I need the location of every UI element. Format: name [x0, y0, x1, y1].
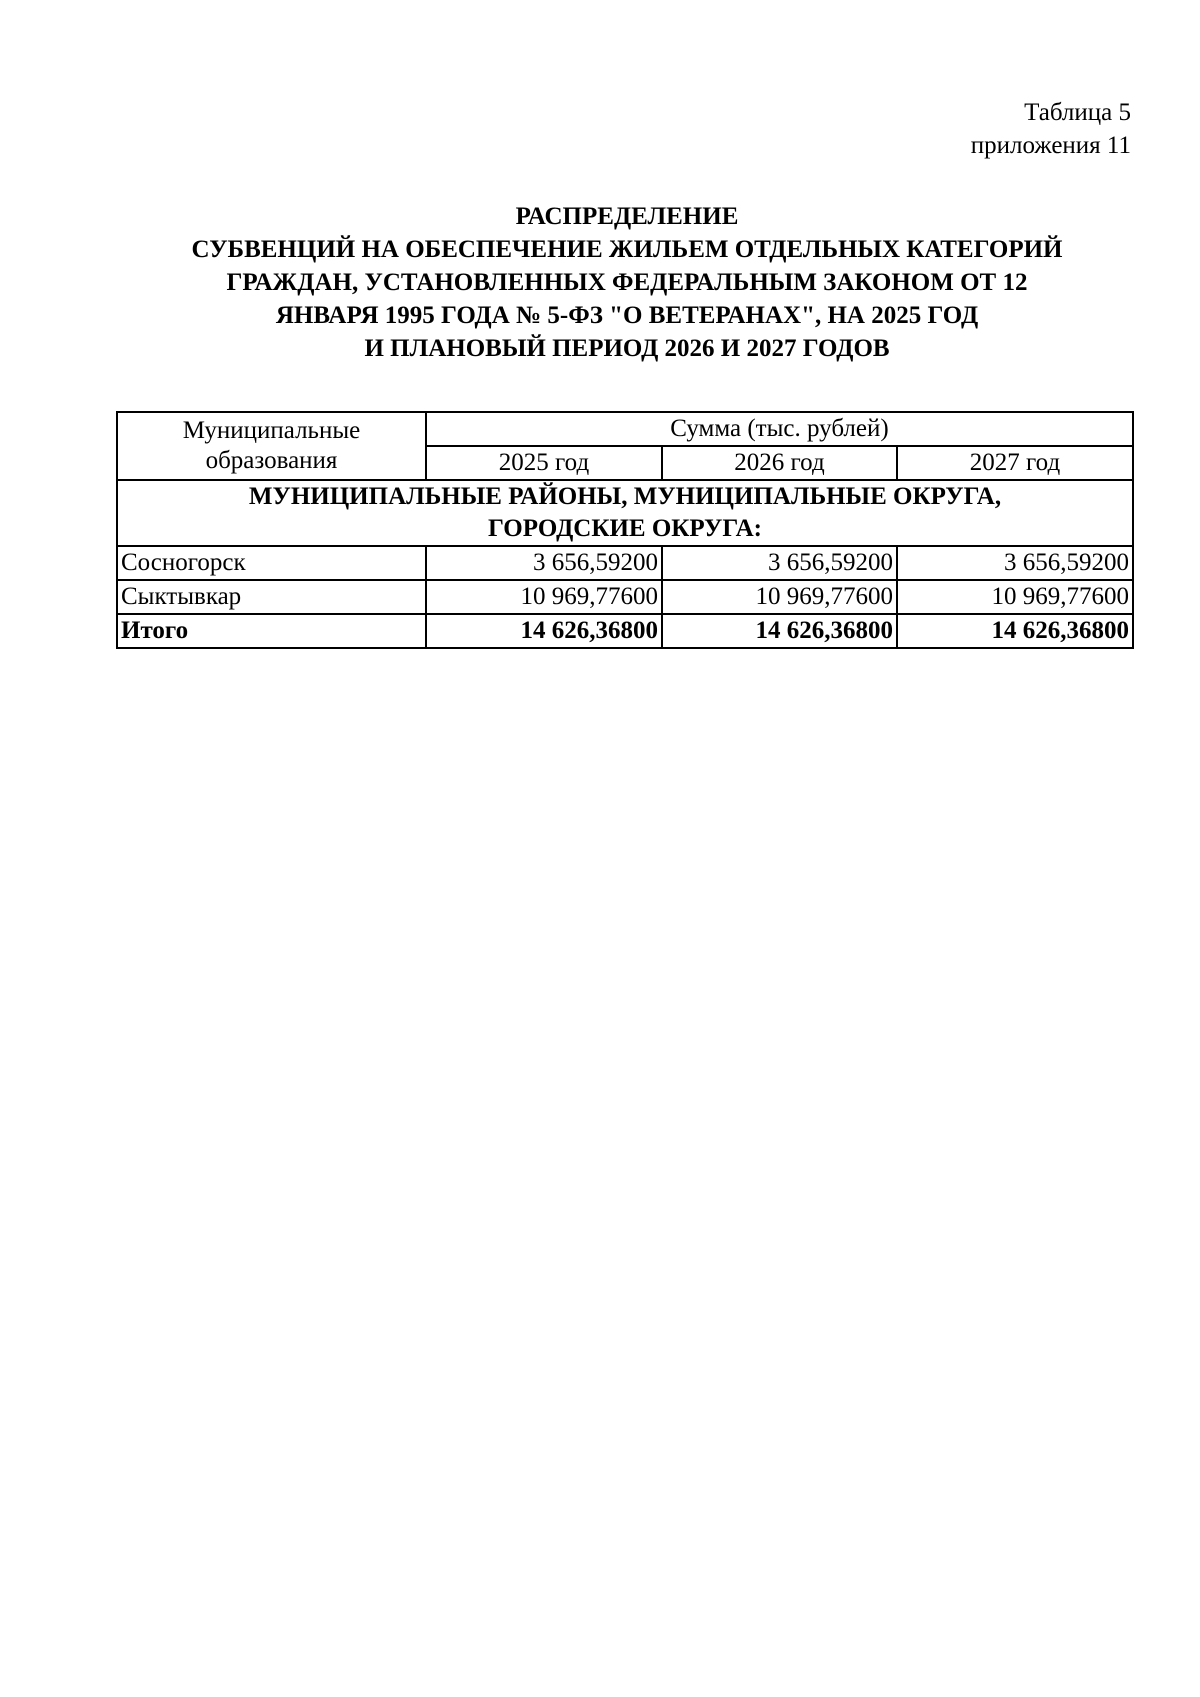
total-label: Итого: [117, 614, 426, 648]
table-row: [117, 546, 1133, 580]
total-row: [117, 614, 1133, 648]
total-value-2026: 14 626,36800: [662, 614, 897, 648]
title-line-3: ГРАЖДАН, УСТАНОВЛЕННЫХ ФЕДЕРАЛЬНЫМ ЗАКОНОМ ОТ 12: [226, 269, 1028, 296]
caption-appendix-number: приложения 11: [970, 132, 1131, 159]
row-value-2027: 10 969,77600: [897, 580, 1133, 614]
section-heading-line-2: ГОРОДСКИЕ ОКРУГА:: [488, 515, 762, 542]
row-name: Сыктывкар: [117, 580, 426, 614]
section-heading: [117, 480, 1133, 546]
header-row-1: [117, 412, 1133, 446]
row-value-2027: 3 656,59200: [897, 546, 1133, 580]
header-year-2027: 2027 год: [897, 446, 1133, 480]
distribution-table: [116, 411, 1134, 649]
header-municipality: [117, 412, 426, 480]
row-value-2026: 3 656,59200: [662, 546, 897, 580]
caption-table-number: Таблица 5: [1024, 99, 1131, 126]
row-value-2025: 3 656,59200: [426, 546, 662, 580]
header-year-2025: 2025 год: [426, 446, 662, 480]
title-line-4: ЯНВАРЯ 1995 ГОДА № 5-ФЗ "О ВЕТЕРАНАХ", НА 2025 ГОД: [275, 302, 979, 329]
section-heading-line-1: МУНИЦИПАЛЬНЫЕ РАЙОНЫ, МУНИЦИПАЛЬНЫЕ ОКРУГА,: [248, 483, 1002, 510]
title-line-1: РАСПРЕДЕЛЕНИЕ: [515, 203, 739, 230]
table-row: [117, 580, 1133, 614]
row-value-2025: 10 969,77600: [426, 580, 662, 614]
header-sum: Сумма (тыс. рублей): [426, 412, 1133, 446]
section-row: [117, 480, 1133, 546]
row-value-2026: 10 969,77600: [662, 580, 897, 614]
table-caption: [971, 96, 1131, 162]
header-year-2026: 2026 год: [662, 446, 897, 480]
title-line-5: И ПЛАНОВЫЙ ПЕРИОД 2026 И 2027 ГОДОВ: [364, 335, 890, 362]
header-municipality-line-2: образования: [205, 447, 338, 474]
document-title: [0, 200, 1200, 365]
total-value-2025: 14 626,36800: [426, 614, 662, 648]
row-name: Сосногорск: [117, 546, 426, 580]
total-value-2027: 14 626,36800: [897, 614, 1133, 648]
header-municipality-line-1: Муниципальные: [182, 417, 361, 444]
title-line-2: СУБВЕНЦИЙ НА ОБЕСПЕЧЕНИЕ ЖИЛЬЕМ ОТДЕЛЬНЫХ КАТЕГОРИЙ: [191, 236, 1063, 263]
